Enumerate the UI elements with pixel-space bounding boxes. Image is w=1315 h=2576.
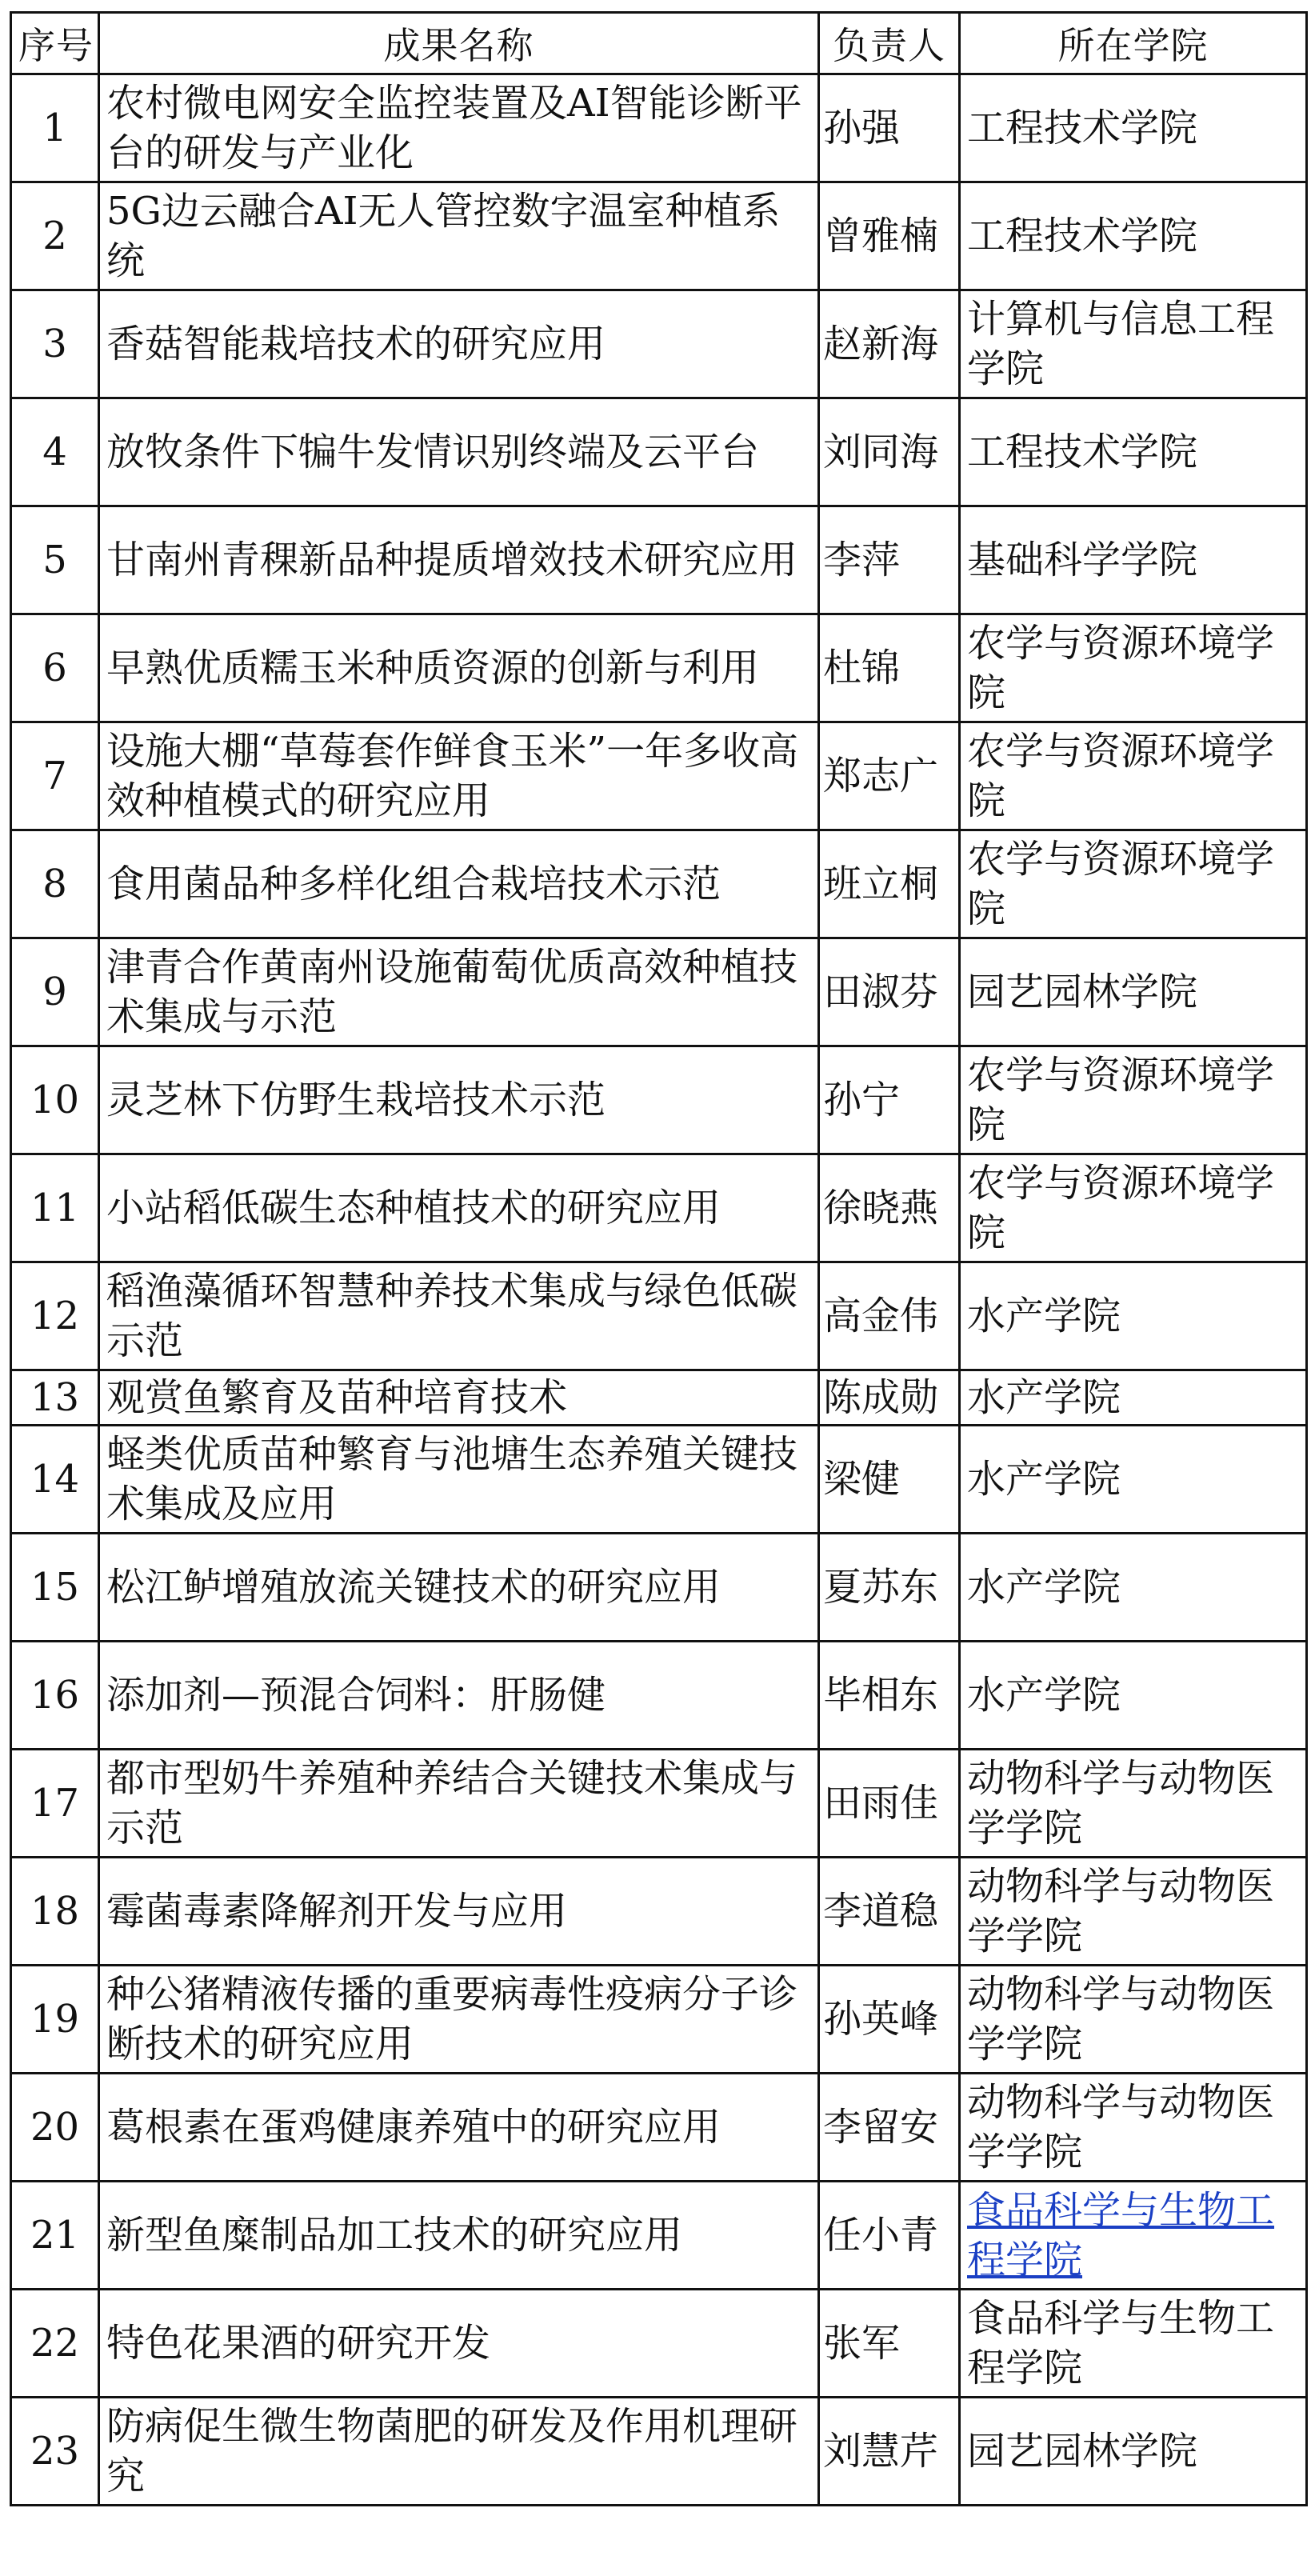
college-name: 水产学院: [960, 1426, 1307, 1534]
leader-name: 田雨佳: [819, 1750, 960, 1858]
achievement-name: 种公猪精液传播的重要病毒性疫病分子诊断技术的研究应用: [99, 1966, 819, 2074]
leader-name: 郑志广: [819, 722, 960, 830]
achievement-name: 稻渔藻循环智慧种养技术集成与绿色低碳示范: [99, 1262, 819, 1370]
leader-name: 李萍: [819, 506, 960, 614]
table-row: [11, 614, 1307, 722]
row-no: 13: [11, 1370, 99, 1426]
college-name: 农学与资源环境学院: [960, 722, 1307, 830]
leader-name: 刘慧芹: [819, 2398, 960, 2506]
row-no: 8: [11, 830, 99, 938]
leader-name: 徐晓燕: [819, 1154, 960, 1262]
leader-name: 李留安: [819, 2074, 960, 2182]
college-name: 园艺园林学院: [960, 2398, 1307, 2506]
leader-name: 张军: [819, 2290, 960, 2398]
row-no: 16: [11, 1642, 99, 1750]
header-row: [11, 13, 1307, 74]
college-name: 农学与资源环境学院: [960, 1154, 1307, 1262]
leader-name: 任小青: [819, 2182, 960, 2290]
leader-name: 陈成勋: [819, 1370, 960, 1426]
row-no: 20: [11, 2074, 99, 2182]
achievement-name: 食用菌品种多样化组合栽培技术示范: [99, 830, 819, 938]
achievement-name: 葛根素在蛋鸡健康养殖中的研究应用: [99, 2074, 819, 2182]
achievement-name: 观赏鱼繁育及苗种培育技术: [99, 1370, 819, 1426]
college-name: 工程技术学院: [960, 74, 1307, 182]
table-row: [11, 1642, 1307, 1750]
achievement-name: 津青合作黄南州设施葡萄优质高效种植技术集成与示范: [99, 938, 819, 1046]
table-row: [11, 2290, 1307, 2398]
college-name: 农学与资源环境学院: [960, 1046, 1307, 1154]
row-no: 17: [11, 1750, 99, 1858]
college-name: 水产学院: [960, 1262, 1307, 1370]
row-no: 4: [11, 398, 99, 506]
table-row: [11, 1370, 1307, 1426]
leader-name: 梁健: [819, 1426, 960, 1534]
achievement-name: 霉菌毒素降解剂开发与应用: [99, 1858, 819, 1966]
row-no: 22: [11, 2290, 99, 2398]
table-row: [11, 2074, 1307, 2182]
leader-name: 孙强: [819, 74, 960, 182]
leader-name: 孙宁: [819, 1046, 960, 1154]
achievement-name: 农村微电网安全监控装置及AI智能诊断平台的研发与产业化: [99, 74, 819, 182]
achievement-name: 小站稻低碳生态种植技术的研究应用: [99, 1154, 819, 1262]
leader-name: 杜锦: [819, 614, 960, 722]
college-name: 动物科学与动物医学学院: [960, 1750, 1307, 1858]
row-no: 7: [11, 722, 99, 830]
achievement-name: 甘南州青稞新品种提质增效技术研究应用: [99, 506, 819, 614]
row-no: 18: [11, 1858, 99, 1966]
row-no: 5: [11, 506, 99, 614]
table-row: [11, 1858, 1307, 1966]
table-row: [11, 290, 1307, 398]
college-link[interactable]: [960, 2182, 1307, 2290]
leader-name: 曾雅楠: [819, 182, 960, 290]
achievement-name: 5G边云融合AI无人管控数字温室种植系统: [99, 182, 819, 290]
row-no: 2: [11, 182, 99, 290]
college-name: 农学与资源环境学院: [960, 830, 1307, 938]
achievement-name: 放牧条件下犏牛发情识别终端及云平台: [99, 398, 819, 506]
table-row: [11, 506, 1307, 614]
college-link-text[interactable]: 食品科学与生物工程学院: [967, 2188, 1275, 2282]
college-name: 动物科学与动物医学学院: [960, 1966, 1307, 2074]
row-no: 11: [11, 1154, 99, 1262]
row-no: 10: [11, 1046, 99, 1154]
table-row: [11, 830, 1307, 938]
table-row: [11, 1426, 1307, 1534]
leader-name: 赵新海: [819, 290, 960, 398]
leader-name: 班立桐: [819, 830, 960, 938]
table-row: [11, 722, 1307, 830]
leader-name: 夏苏东: [819, 1534, 960, 1642]
table-row: [11, 182, 1307, 290]
achievement-name: 香菇智能栽培技术的研究应用: [99, 290, 819, 398]
college-name: 计算机与信息工程学院: [960, 290, 1307, 398]
row-no: 12: [11, 1262, 99, 1370]
row-no: 6: [11, 614, 99, 722]
achievement-name: 蛏类优质苗种繁育与池塘生态养殖关键技术集成及应用: [99, 1426, 819, 1534]
college-name: 动物科学与动物医学学院: [960, 2074, 1307, 2182]
row-no: 1: [11, 74, 99, 182]
achievement-name: 灵芝林下仿野生栽培技术示范: [99, 1046, 819, 1154]
college-name: 水产学院: [960, 1534, 1307, 1642]
row-no: 19: [11, 1966, 99, 2074]
achievement-name: 新型鱼糜制品加工技术的研究应用: [99, 2182, 819, 2290]
row-no: 3: [11, 290, 99, 398]
college-name: 农学与资源环境学院: [960, 614, 1307, 722]
table-row: [11, 1966, 1307, 2074]
college-name: 水产学院: [960, 1642, 1307, 1750]
row-no: 23: [11, 2398, 99, 2506]
college-name: 基础科学学院: [960, 506, 1307, 614]
table-row: [11, 1534, 1307, 1642]
leader-name: 毕相东: [819, 1642, 960, 1750]
row-no: 15: [11, 1534, 99, 1642]
table-row: [11, 1262, 1307, 1370]
table-row: [11, 398, 1307, 506]
header-leader: 负责人: [819, 13, 960, 74]
achievement-name: 都市型奶牛养殖种养结合关键技术集成与示范: [99, 1750, 819, 1858]
results-table: [10, 11, 1308, 2506]
achievement-name: 防病促生微生物菌肥的研发及作用机理研究: [99, 2398, 819, 2506]
row-no: 14: [11, 1426, 99, 1534]
table-row: [11, 1750, 1307, 1858]
header-college: 所在学院: [960, 13, 1307, 74]
college-name: 工程技术学院: [960, 182, 1307, 290]
college-name: 水产学院: [960, 1370, 1307, 1426]
table-row: [11, 2182, 1307, 2290]
header-no: 序号: [11, 13, 99, 74]
achievement-name: 早熟优质糯玉米种质资源的创新与利用: [99, 614, 819, 722]
leader-name: 刘同海: [819, 398, 960, 506]
achievement-name: 松江鲈增殖放流关键技术的研究应用: [99, 1534, 819, 1642]
table-row: [11, 74, 1307, 182]
achievement-name: 设施大棚“草莓套作鲜食玉米”一年多收高效种植模式的研究应用: [99, 722, 819, 830]
leader-name: 高金伟: [819, 1262, 960, 1370]
table-row: [11, 938, 1307, 1046]
table-row: [11, 1154, 1307, 1262]
row-no: 9: [11, 938, 99, 1046]
college-name: 动物科学与动物医学学院: [960, 1858, 1307, 1966]
leader-name: 孙英峰: [819, 1966, 960, 2074]
row-no: 21: [11, 2182, 99, 2290]
leader-name: 李道稳: [819, 1858, 960, 1966]
table-row: [11, 2398, 1307, 2506]
table-row: [11, 1046, 1307, 1154]
achievement-name: 特色花果酒的研究开发: [99, 2290, 819, 2398]
leader-name: 田淑芬: [819, 938, 960, 1046]
college-name: 食品科学与生物工程学院: [960, 2290, 1307, 2398]
college-name: 园艺园林学院: [960, 938, 1307, 1046]
header-name: 成果名称: [99, 13, 819, 74]
college-name: 工程技术学院: [960, 398, 1307, 506]
achievement-name: 添加剂—预混合饲料：肝肠健: [99, 1642, 819, 1750]
